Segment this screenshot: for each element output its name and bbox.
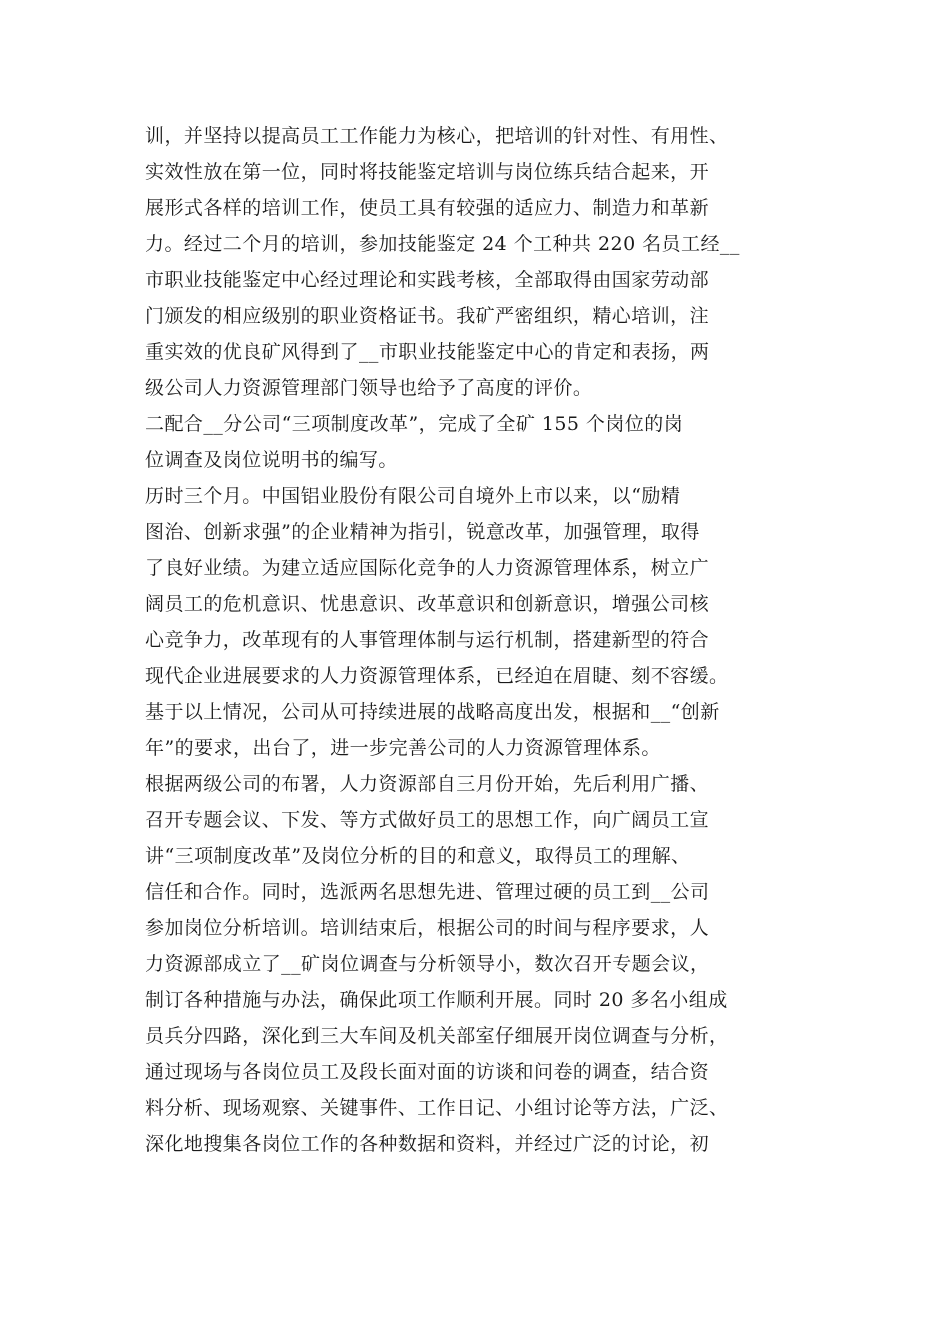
text-line: 二配合__分公司“三项制度改革”，完成了全矿 155 个岗位的岗: [145, 413, 684, 435]
text-line: 力资源部成立了__矿岗位调查与分析领导小，数次召开专题会议，: [145, 953, 710, 975]
paragraph-training: [145, 118, 807, 406]
text-line: 基于以上情况，公司从可持续进展的战略高度出发，根据和__“创新: [145, 701, 720, 723]
text-line: 通过现场与各岗位员工及段长面对面的访谈和问卷的调查，结合资: [145, 1061, 710, 1083]
text-line: 图治、创新求强”的企业精神为指引，锐意改革，加强管理，取得: [145, 521, 700, 543]
text-line: 信任和合作。同时，选派两名思想先进、管理过硬的员工到__公司: [145, 881, 710, 903]
text-line: 员兵分四路，深化到三大车间及机关部室仔细展开岗位调查与分析，: [145, 1025, 729, 1047]
paragraph-section-two: [145, 406, 807, 478]
paragraph-implementation: [145, 766, 807, 1162]
text-line: 料分析、现场观察、关键事件、工作日记、小组讨论等方法，广泛、: [145, 1097, 729, 1119]
text-line: 训，并坚持以提高员工工作能力为核心，把培训的针对性、有用性、: [145, 125, 729, 147]
text-line: 召开专题会议、下发、等方式做好员工的思想工作，向广阔员工宣: [145, 809, 710, 831]
text-line: 市职业技能鉴定中心经过理论和实践考核，全部取得由国家劳动部: [145, 269, 710, 291]
text-line: 历时三个月。中国铝业股份有限公司自境外上市以来，以“励精: [145, 485, 681, 507]
text-line: 重实效的优良矿风得到了__市职业技能鉴定中心的肯定和表扬，两: [145, 341, 710, 363]
text-line: 位调查及岗位说明书的编写。: [145, 449, 398, 471]
text-line: 阔员工的危机意识、忧患意识、改革意识和创新意识，增强公司核: [145, 593, 710, 615]
text-line: 了良好业绩。为建立适应国际化竞争的人力资源管理体系，树立广: [145, 557, 710, 579]
text-line: 制订各种措施与办法，确保此项工作顺利开展。同时 20 多名小组成: [145, 989, 728, 1011]
text-line: 级公司人力资源管理部门领导也给予了高度的评价。: [145, 377, 593, 399]
text-line: 参加岗位分析培训。培训结束后，根据公司的时间与程序要求，人: [145, 917, 710, 939]
text-line: 根据两级公司的布署，人力资源部自三月份开始，先后利用广播、: [145, 773, 710, 795]
document-page: [145, 118, 807, 1162]
paragraph-background: [145, 478, 807, 766]
text-line: 讲“三项制度改革”及岗位分析的目的和意义，取得员工的理解、: [145, 845, 691, 867]
text-line: 现代企业进展要求的人力资源管理体系，已经迫在眉睫、刻不容缓。: [145, 665, 729, 687]
text-line: 深化地搜集各岗位工作的各种数据和资料，并经过广泛的讨论，初: [145, 1133, 710, 1155]
text-line: 心竞争力，改革现有的人事管理体制与运行机制，搭建新型的符合: [145, 629, 710, 651]
text-line: 力。经过二个月的培训，参加技能鉴定 24 个工种共 220 名员工经__: [145, 233, 740, 255]
text-line: 门颁发的相应级别的职业资格证书。我矿严密组织，精心培训，注: [145, 305, 710, 327]
text-line: 年”的要求，出台了，进一步完善公司的人力资源管理体系。: [145, 737, 661, 759]
text-line: 实效性放在第一位，同时将技能鉴定培训与岗位练兵结合起来，开: [145, 161, 710, 183]
text-line: 展形式各样的培训工作，使员工具有较强的适应力、制造力和革新: [145, 197, 710, 219]
